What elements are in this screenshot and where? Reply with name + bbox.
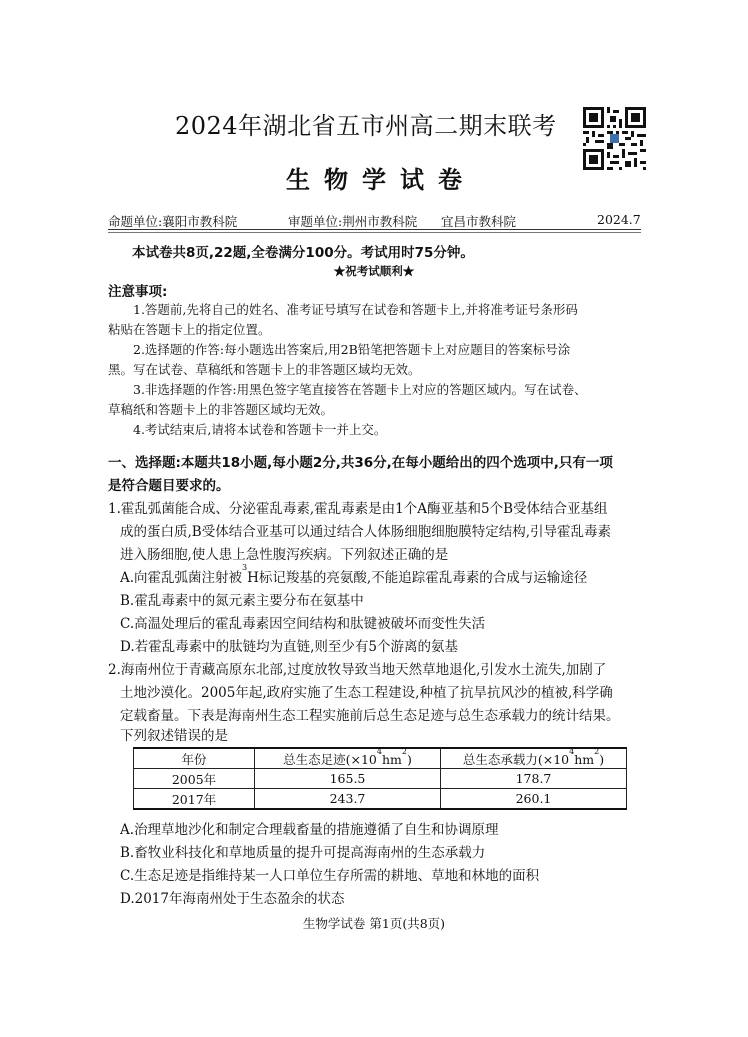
notice-item: 1.答题前,先将自己的姓名、准考证号填写在试卷和答题卡上,并将准考证号条形码 [133,302,578,317]
section-heading-cont: 是符合题目要求的。 [108,478,230,494]
question-1-stem: 1.霍乱弧菌能合成、分泌霍乱毒素,霍乱毒素是由1个A酶亚基和5个B受体结合亚基组 [108,501,608,517]
question-2-option-b[interactable]: B.畜牧业科技化和草地质量的提升可提高海南州的生态承载力 [120,845,486,861]
notice-item: 3.非选择题的作答:用黑色签字笔直接答在答题卡上对应的答题区域内。写在试卷、 [133,382,587,397]
question-1-option-c[interactable]: C.高温处理后的霍乱毒素因空间结构和肽键被破坏而变性失活 [120,616,486,632]
question-1-option-b[interactable]: B.霍乱毒素中的氮元素主要分布在氨基中 [120,593,364,609]
cell-capacity: 178.7 [441,769,627,789]
header-text: 总生态足迹(×10 [283,751,377,767]
section-heading: 一、选择题:本题共18小题,每小题2分,共36分,在每小题给出的四个选项中,只有一项 [108,455,613,471]
table-header-footprint [255,748,441,769]
question-1-stem: 进入肠细胞,使人患上急性腹泻疾病。下列叙述正确的是 [120,547,449,563]
page-footer: 生物学试卷 第1页(共8页) [302,916,446,931]
question-2-stem: 2.海南州位于青藏高原东北部,过度放牧导致当地天然草地退化,引发水土流失,加剧了 [108,662,607,678]
table-row [134,789,627,810]
header-text: 总生态承载力(×10 [462,751,570,767]
superscript: 4 [569,746,575,756]
question-2-option-d[interactable]: D.2017年海南州处于生态盈余的状态 [120,891,345,907]
header-divider [108,229,641,230]
author-unit: 命题单位:襄阳市教科院 [108,214,238,229]
table-header-capacity [441,748,627,769]
notice-item: 2.选择题的作答:每小题选出答案后,用2B铅笔把答题卡上对应题目的答案标号涂 [133,342,571,357]
good-luck-line: ★祝考试顺利★ [333,264,415,278]
exam-subject: 生物学试卷 [286,165,476,194]
header-text: hm [574,751,595,767]
header-text: ) [406,751,412,767]
cell-year: 2005年 [134,769,255,789]
ecology-table [133,747,627,810]
question-2-option-c[interactable]: C.生态足迹是指维持某一人口单位生存所需的耕地、草地和林地的面积 [120,868,540,884]
notice-item: 黑。写在试卷、草稿纸和答题卡上的非答题区域均无效。 [108,362,421,377]
option-text: H标记羧基的亮氨酸,不能追踪霍乱毒素的合成与运输途径 [247,570,588,586]
cell-footprint: 243.7 [255,789,441,810]
header-text: hm [381,751,402,767]
table-header-row [134,748,627,769]
superscript: 4 [376,746,382,756]
notice-item: 4.考试结束后,请将本试卷和答题卡一并上交。 [133,422,387,437]
cell-capacity: 260.1 [441,789,627,810]
cell-year: 2017年 [134,789,255,810]
cell-footprint: 165.5 [255,769,441,789]
notice-item: 草稿纸和答题卡上的非答题区域均无效。 [108,402,334,417]
table-row [134,769,627,789]
notice-item: 粘贴在答题卡上的指定位置。 [108,322,271,337]
question-2-stem: 土地沙漠化。2005年起,政府实施了生态工程建设,种植了抗旱抗风沙的植被,科学确 [120,685,613,701]
question-2-stem: 定载畜量。下表是海南州生态工程实施前后总生态足迹与总生态承载力的统计结果。 [120,708,620,724]
superscript: 3 [242,563,248,572]
notice-heading: 注意事项: [108,284,168,300]
question-1-option-a[interactable] [120,563,588,586]
superscript: 2 [594,746,600,756]
reviewer-unit-2: 宜昌市教科院 [441,214,517,229]
question-2-option-a[interactable]: A.治理草地沙化和制定合理载畜量的措施遵循了自生和协调原理 [120,822,499,838]
reviewer-unit: 审题单位:荆州市教科院 [288,214,418,229]
question-1-option-d[interactable]: D.若霍乱毒素中的肽链均为直链,则至少有5个游离的氨基 [120,639,459,655]
option-text: A.向霍乱弧菌注射被 [120,570,243,586]
exam-info: 本试卷共8页,22题,全卷满分100分。考试用时75分钟。 [132,245,474,261]
question-1-stem: 成的蛋白质,B受体结合亚基可以通过结合人体肠细胞细胞膜特定结构,引导霍乱毒素 [120,524,612,540]
header-divider-thin [108,232,641,233]
exam-date: 2024.7 [597,212,641,227]
header-text: ) [599,751,605,767]
question-2-stem: 下列叙述错误的是 [120,728,228,744]
exam-title: 2024年湖北省五市州高二期末联考 [175,112,557,140]
superscript: 2 [401,746,407,756]
table-header-year: 年份 [134,748,255,769]
